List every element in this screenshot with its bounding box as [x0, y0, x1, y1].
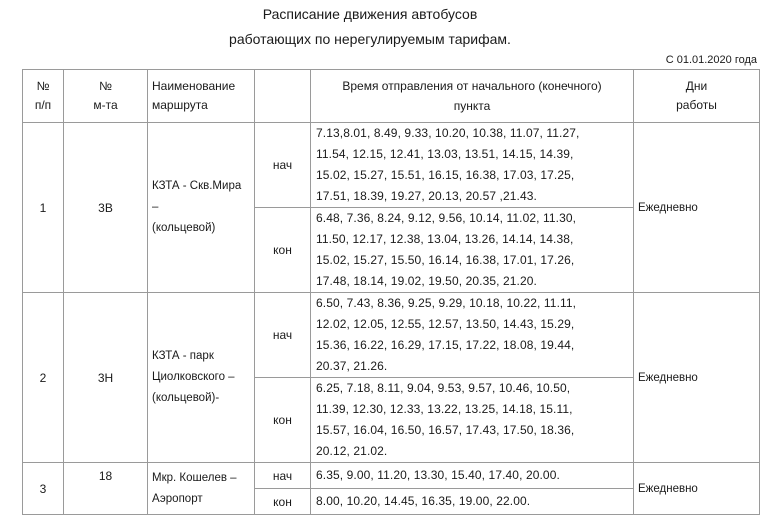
operating-days: Ежедневно — [634, 463, 760, 515]
table-row — [23, 463, 760, 489]
end-times: 6.25, 7.18, 8.11, 9.04, 9.53, 9.57, 10.46, 10.50, 11.39, 12.30, 12.33, 13.22, 13.25, 14.18, 15.11, 15.57, 16.04, 16.50, 16.57, 17.43, 17.50, 18.36, 20.12, 21.02. — [311, 378, 634, 463]
header-route-number: № м-та — [64, 70, 148, 123]
route-number: 18 — [64, 463, 148, 515]
table-row — [23, 293, 760, 378]
direction-end: кон — [255, 378, 311, 463]
schedule-table — [22, 69, 760, 515]
start-times: 6.50, 7.43, 8.36, 9.25, 9.29, 10.18, 10.22, 11.11, 12.02, 12.05, 12.55, 12.57, 13.50, 14.43, 15.29, 15.36, 16.22, 16.29, 17.15, 17.22, 18.08, 19.44, 20.37, 21.26. — [311, 293, 634, 378]
start-times: 6.35, 9.00, 11.20, 13.30, 15.40, 17.40, 20.00. — [311, 463, 634, 489]
route-name: КЗТА - парк Циолковского – (кольцевой)- — [148, 293, 255, 463]
page-subtitle: работающих по нерегулируемым тарифам. — [229, 31, 511, 47]
header-direction — [255, 70, 311, 123]
page-title: Расписание движения автобусов — [262, 6, 478, 22]
row-number: 2 — [23, 293, 64, 463]
table-header-row — [23, 70, 760, 123]
direction-start: нач — [255, 463, 311, 489]
route-name: КЗТА - Скв.Мира – (кольцевой) — [148, 123, 255, 293]
header-operating-days: Дни работы — [634, 70, 760, 123]
operating-days: Ежедневно — [634, 123, 760, 293]
table-row — [23, 123, 760, 208]
row-number: 1 — [23, 123, 64, 293]
route-number: 3В — [64, 123, 148, 293]
header-row-number: № п/п — [23, 70, 64, 123]
end-times: 6.48, 7.36, 8.24, 9.12, 9.56, 10.14, 11.02, 11.30, 11.50, 12.17, 12.38, 13.04, 13.26, 14.14, 14.38, 15.02, 15.27, 15.50, 16.14, 16.38, 17.01, 17.26, 17.48, 18.14, 19.02, 19.50, 20.35, 21.20. — [311, 208, 634, 293]
direction-end: кон — [255, 208, 311, 293]
row-number: 3 — [23, 463, 64, 515]
header-departure-time: Время отправления от начального (конечного) пункта — [311, 70, 634, 123]
start-times: 7.13,8.01, 8.49, 9.33, 10.20, 10.38, 11.07, 11.27, 11.54, 12.15, 12.41, 13.03, 13.51, 14.15, 14.39, 15.02, 15.27, 15.51, 16.15, 16.38, 17.03, 17.25, 17.51, 18.39, 19.27, 20.13, 20.57 ,21.43. — [311, 123, 634, 208]
route-number: 3Н — [64, 293, 148, 463]
direction-end: кон — [255, 489, 311, 515]
direction-start: нач — [255, 293, 311, 378]
route-name: Мкр. Кошелев – Аэропорт — [148, 463, 255, 515]
header-route-name: Наименование маршрута — [148, 70, 255, 123]
operating-days: Ежедневно — [634, 293, 760, 463]
effective-date: С 01.01.2020 года — [665, 54, 757, 66]
direction-start: нач — [255, 123, 311, 208]
end-times: 8.00, 10.20, 14.45, 16.35, 19.00, 22.00. — [311, 489, 634, 515]
